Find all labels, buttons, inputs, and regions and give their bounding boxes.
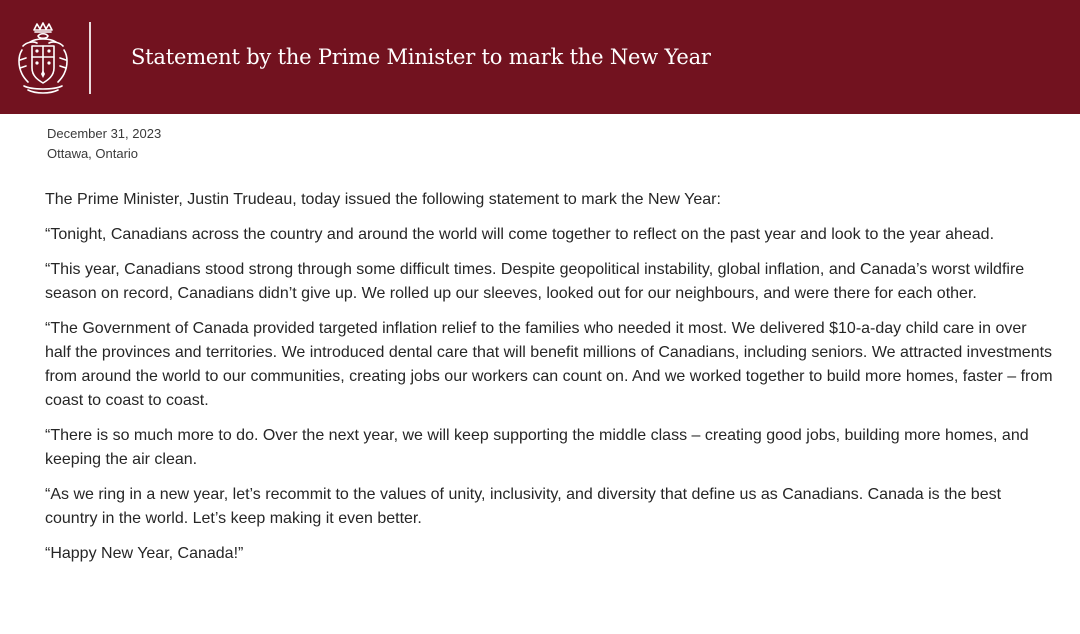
paragraph: “The Government of Canada provided targeted inflation relief to the families who needed it most. We delivered $10-a-day child care in over half the provinces and territories. We introduced dental care that will benefit millions of Canadians, including seniors. We attracted investments from around the world to our communities, creating jobs our workers can count on. And we worked together to build more homes, faster – from coast to coast to coast.: [45, 320, 1053, 409]
paragraph: “Tonight, Canadians across the country and around the world will come together to reflect on the past year and look to the year ahead.: [45, 226, 995, 243]
statement-body: [45, 188, 1055, 577]
statement-location: Ottawa, Ontario: [47, 146, 139, 161]
paragraph: “Happy New Year, Canada!”: [45, 545, 244, 562]
page-title: Statement by the Prime Minister to mark the New Year: [131, 45, 711, 69]
paragraph: The Prime Minister, Justin Trudeau, today issued the following statement to mark the New Year:: [45, 191, 721, 208]
page-header: [0, 0, 1080, 114]
paragraph: “As we ring in a new year, let’s recommit to the values of unity, inclusivity, and diversity that define us as Canadians. Canada is the best country in the world. Let’s keep making it even better.: [45, 486, 1002, 527]
coat-of-arms-icon: [14, 20, 72, 96]
statement-date: December 31, 2023: [47, 126, 162, 141]
paragraph: “This year, Canadians stood strong through some difficult times. Despite geopolitical instability, global inflation, and Canada’s worst wildfire season on record, Canadians didn’t give up. We rolled up our sleeves, looked out for our neighbours, and were there for each other.: [45, 261, 1025, 302]
statement-meta: [47, 124, 161, 164]
header-divider: [89, 22, 91, 94]
paragraph: “There is so much more to do. Over the next year, we will keep supporting the middle class – creating good jobs, building more homes, and keeping the air clean.: [45, 427, 1029, 468]
